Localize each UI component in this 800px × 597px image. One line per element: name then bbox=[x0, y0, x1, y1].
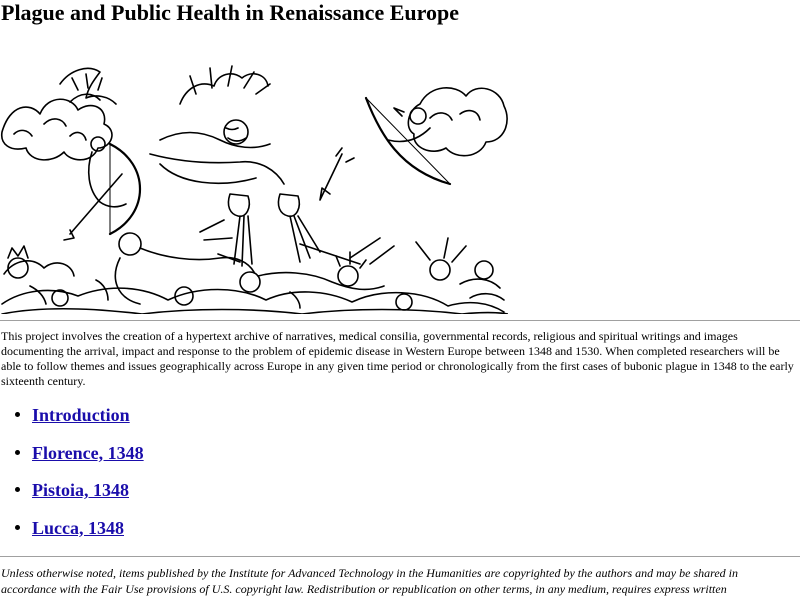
bottom-divider bbox=[0, 556, 800, 557]
link-florence-1348[interactable]: Florence, 1348 bbox=[32, 442, 144, 463]
left-cloud-figure bbox=[2, 68, 140, 240]
bullet-icon bbox=[15, 412, 20, 417]
link-introduction[interactable]: Introduction bbox=[32, 405, 130, 425]
central-demon-figure bbox=[150, 66, 320, 266]
bullet-icon bbox=[15, 525, 20, 530]
right-cloud-figure bbox=[320, 88, 507, 200]
copyright-notice: Unless otherwise noted, items published by the Institute for Advanced Technology in the Humanities are copyrighted by the authors and may be shared in accordance with the Fair Use provisions of U.S. copyright law. Redistribution or republication on other terms, in any medium, requires express written bbox=[1, 566, 739, 596]
bullet-icon bbox=[15, 450, 20, 455]
page-title: Plague and Public Health in Renaissance Europe bbox=[1, 0, 459, 25]
top-divider bbox=[0, 320, 800, 321]
plague-woodcut-illustration bbox=[0, 44, 508, 314]
dead-bodies-pile bbox=[2, 220, 508, 314]
link-lucca-1348[interactable]: Lucca, 1348 bbox=[32, 517, 124, 538]
intro-paragraph: This project involves the creation of a hypertext archive of narratives, medical consilia, governmental records, religious and spiritual writings and images documenting the arrival, impact and response to the problem of epidemic disease in Western Europe between 1348 and 1530. When completed researchers will be able to follow themes and issues geographically across Europe in any given time period or chronologically from the first cases of bubonic plague in 1348 to the early sixteenth century. bbox=[1, 329, 794, 388]
bullet-icon bbox=[15, 487, 20, 492]
link-pistoia-1348[interactable]: Pistoia, 1348 bbox=[32, 480, 129, 500]
